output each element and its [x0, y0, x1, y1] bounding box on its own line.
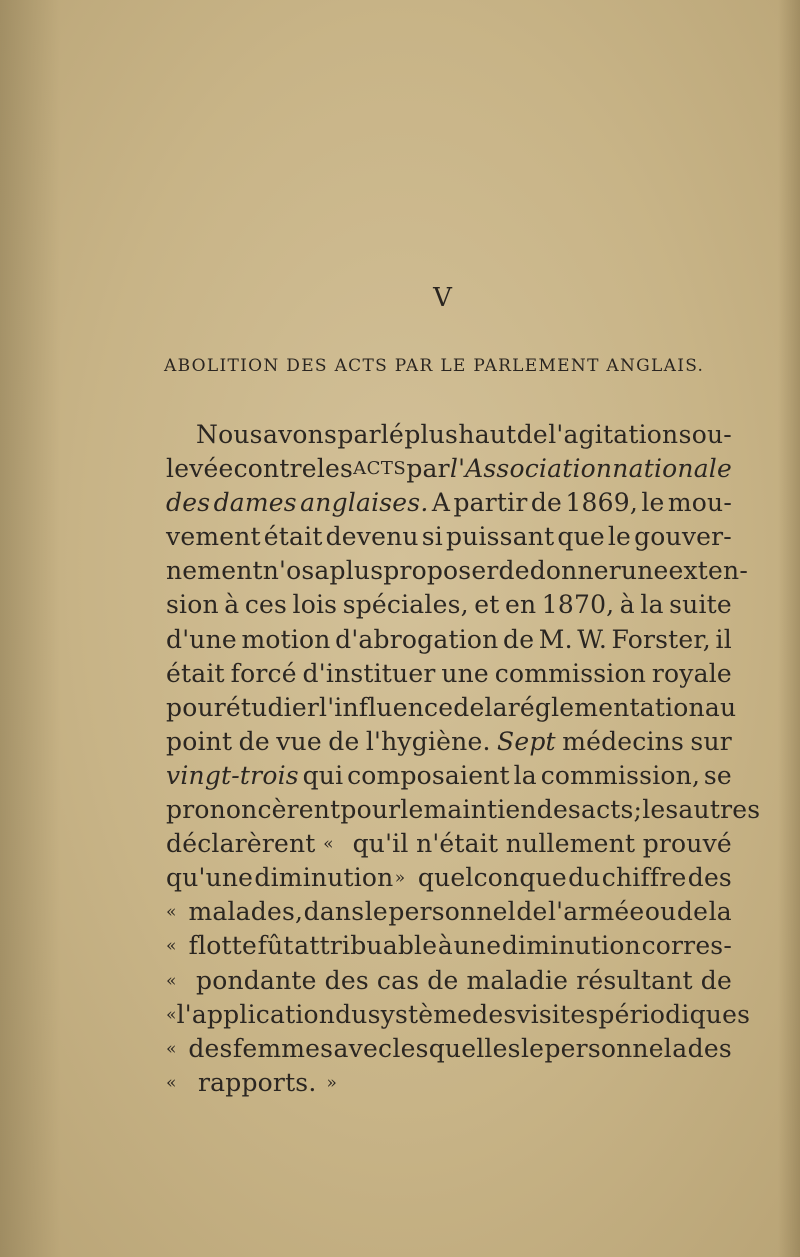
- word: des: [324, 965, 369, 995]
- word: «: [166, 1072, 177, 1093]
- word: quelconque: [417, 863, 567, 893]
- word: a: [672, 1033, 688, 1063]
- page-edge-shadow-right: [778, 0, 800, 1257]
- word: lois: [292, 590, 338, 620]
- text-line: [166, 827, 732, 861]
- word: le: [607, 522, 632, 552]
- word: en: [504, 590, 537, 620]
- text-line: [166, 452, 732, 486]
- word: 1869,: [565, 488, 638, 518]
- word: sion: [166, 590, 219, 620]
- word: le: [400, 795, 424, 825]
- word: fût: [257, 931, 294, 961]
- word: chiffre: [601, 863, 687, 893]
- word: royale: [651, 658, 732, 688]
- word: »: [394, 868, 406, 889]
- word: partir: [453, 488, 528, 518]
- word: les: [316, 454, 354, 484]
- text-line: [166, 793, 761, 827]
- word: qui: [302, 760, 344, 790]
- chapter-title: ABOLITION DES ACTS PAR LE PARLEMENT ANGLAIS.: [164, 356, 705, 376]
- word: dans: [303, 897, 365, 927]
- word: qu'il: [352, 829, 409, 859]
- word: n'était: [416, 829, 499, 859]
- word: une: [453, 931, 502, 961]
- word: et: [474, 590, 500, 620]
- word: pour: [340, 795, 401, 825]
- word: système: [367, 999, 473, 1029]
- word: diminution: [254, 863, 394, 893]
- word: motion: [241, 624, 331, 654]
- word: la: [640, 590, 664, 620]
- word: de: [503, 624, 535, 654]
- word: des: [472, 999, 517, 1029]
- word: les: [642, 795, 679, 825]
- word: l'application: [176, 999, 336, 1029]
- word: acts;: [580, 795, 643, 825]
- word: Forster,: [611, 624, 711, 654]
- word: ces: [244, 590, 288, 620]
- word: des: [188, 1033, 233, 1063]
- word: «: [166, 936, 177, 957]
- word: forcé: [230, 658, 297, 688]
- word: il: [715, 624, 732, 654]
- word: des: [536, 795, 581, 825]
- word: ACTS: [353, 458, 407, 480]
- word: prouvé: [642, 829, 732, 859]
- word: dames: [213, 488, 297, 518]
- word: »: [326, 1072, 338, 1093]
- word: résultant: [576, 965, 693, 995]
- word: du: [568, 863, 601, 893]
- word: du: [335, 999, 368, 1029]
- word: des: [166, 488, 211, 518]
- word: au: [704, 692, 737, 722]
- word: la: [513, 760, 537, 790]
- word: «: [166, 1004, 177, 1025]
- word: de: [516, 897, 548, 927]
- word: de: [516, 420, 548, 449]
- word: flotte: [188, 931, 258, 961]
- word: M.: [538, 624, 573, 654]
- text-line: [166, 1032, 732, 1066]
- text-line: [166, 418, 732, 452]
- word: personnel: [544, 1033, 672, 1063]
- word: vingt-trois: [166, 760, 299, 790]
- word: une: [441, 658, 489, 688]
- word: plus: [329, 556, 384, 586]
- word: Sept: [497, 726, 556, 756]
- word: lesquelles: [392, 1033, 521, 1063]
- word: déclarèrent: [166, 829, 316, 859]
- text-line: [166, 520, 732, 554]
- body-paragraph: [166, 418, 761, 1100]
- word: nationale: [612, 454, 732, 484]
- word: l'hygiène.: [365, 726, 491, 756]
- word: attribuable: [294, 931, 438, 961]
- text-line: [166, 588, 732, 622]
- text-line: [166, 895, 732, 929]
- word: étudier: [225, 692, 320, 722]
- word: le: [520, 1033, 545, 1063]
- word: proposer: [383, 556, 499, 586]
- word: prononcèrent: [166, 795, 341, 825]
- word: nullement: [505, 829, 636, 859]
- text-line: [166, 657, 732, 691]
- text-line: [166, 759, 732, 793]
- word: levée: [166, 454, 234, 484]
- word: qu'une: [166, 863, 254, 893]
- text-line: [166, 554, 748, 588]
- word: anglaises.: [300, 488, 429, 518]
- word: de: [238, 726, 270, 756]
- page-edge-shadow-left: [0, 0, 60, 1257]
- word: avec: [333, 1033, 393, 1063]
- word: d'instituer: [302, 658, 436, 688]
- word: une: [620, 556, 669, 586]
- word: spéciales,: [342, 590, 469, 620]
- word: si: [421, 522, 443, 552]
- word: devenu: [325, 522, 419, 552]
- word: autres: [678, 795, 761, 825]
- word: était: [263, 522, 323, 552]
- word: mou-: [667, 488, 732, 518]
- word: femmes: [232, 1033, 334, 1063]
- text-line: [166, 725, 732, 759]
- word: 1870,: [541, 590, 615, 620]
- word: plus: [404, 420, 459, 449]
- word: commission: [494, 658, 647, 688]
- text-line: [166, 929, 732, 963]
- text-line: [166, 486, 732, 520]
- word: la: [484, 692, 508, 722]
- word: la: [708, 897, 732, 927]
- word: le: [641, 488, 665, 518]
- word: point: [166, 726, 233, 756]
- word: de: [530, 488, 563, 518]
- word: maintien: [423, 795, 537, 825]
- chapter-number: V: [433, 283, 453, 313]
- text-line: [166, 861, 732, 895]
- word: le: [364, 897, 388, 927]
- word: vement: [166, 522, 261, 552]
- word: l'agitation: [548, 420, 679, 449]
- word: réglementation: [507, 692, 705, 722]
- word: corres-: [641, 931, 732, 961]
- word: personnel: [388, 897, 516, 927]
- word: «: [166, 970, 177, 991]
- word: Nous: [196, 420, 263, 449]
- word: se: [703, 760, 732, 790]
- text-line: [166, 691, 737, 725]
- word: malades,: [188, 897, 304, 927]
- word: d'une: [166, 624, 237, 654]
- word: des: [687, 1033, 732, 1063]
- word: cas: [376, 965, 420, 995]
- word: était: [166, 658, 225, 688]
- word: l'Association: [449, 454, 613, 484]
- word: l'influence: [319, 692, 454, 722]
- word: diminution: [501, 931, 641, 961]
- word: de: [676, 897, 709, 927]
- word: suite: [669, 590, 732, 620]
- word: de: [427, 965, 459, 995]
- word: «: [166, 1038, 177, 1059]
- word: de: [328, 726, 360, 756]
- word: parlé: [337, 420, 404, 449]
- word: pondante: [196, 965, 317, 995]
- word: pour: [166, 692, 226, 722]
- word: gouver-: [634, 522, 732, 552]
- word: de: [453, 692, 485, 722]
- word: d'abrogation: [335, 624, 499, 654]
- text-line: [166, 998, 751, 1032]
- text-line: [166, 1066, 732, 1100]
- word: que: [557, 522, 605, 552]
- word: rapports.: [198, 1067, 317, 1097]
- word: par: [406, 454, 450, 484]
- text-line: [166, 964, 732, 998]
- word: périodiques: [598, 999, 751, 1029]
- word: de: [498, 556, 530, 586]
- word: nement: [166, 556, 263, 586]
- word: maladie: [466, 965, 569, 995]
- word: contre: [233, 454, 317, 484]
- word: avons: [263, 420, 338, 449]
- word: n'osa: [262, 556, 330, 586]
- word: sou-: [678, 420, 732, 449]
- word: haut: [458, 420, 517, 449]
- word: exten-: [668, 556, 748, 586]
- word: l'armée: [547, 897, 645, 927]
- word: donner: [529, 556, 621, 586]
- word: des: [687, 863, 732, 893]
- word: commission,: [540, 760, 701, 790]
- word: médecins: [562, 726, 685, 756]
- word: ou: [644, 897, 677, 927]
- word: à: [619, 590, 635, 620]
- word: W.: [577, 624, 607, 654]
- word: vue: [276, 726, 322, 756]
- word: à: [437, 931, 453, 961]
- word: de: [700, 965, 732, 995]
- text-line: [166, 623, 732, 657]
- word: visites: [516, 999, 599, 1029]
- word: «: [166, 902, 177, 923]
- word: puissant: [445, 522, 555, 552]
- word: à: [224, 590, 240, 620]
- word: composaient: [347, 760, 510, 790]
- word: «: [323, 834, 334, 855]
- word: sur: [690, 726, 732, 756]
- word: A: [431, 488, 451, 518]
